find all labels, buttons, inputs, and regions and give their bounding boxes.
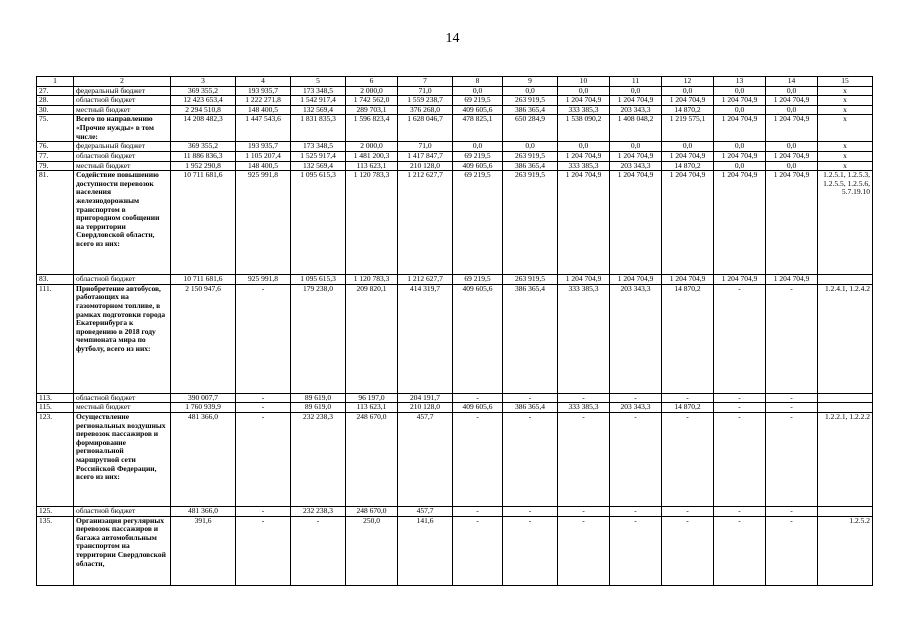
value-cell: 1 120 783,3	[346, 171, 398, 275]
table-row	[37, 506, 873, 516]
value-cell: 2 150 947,6	[171, 284, 236, 393]
target-codes-cell	[818, 403, 873, 413]
value-cell: 203 343,3	[610, 284, 662, 393]
header-cell-15: 15	[818, 77, 873, 87]
value-cell: -	[236, 516, 291, 585]
target-codes-cell	[818, 506, 873, 516]
value-cell: 132 569,4	[291, 105, 346, 115]
target-codes-cell	[818, 275, 873, 285]
value-cell: 14 870,2	[662, 284, 714, 393]
row-number-cell: 83.	[37, 275, 74, 285]
table-row	[37, 161, 873, 171]
value-cell: 1 831 835,3	[291, 115, 346, 142]
value-cell: 1 628 046,7	[398, 115, 453, 142]
value-cell: 203 343,3	[610, 105, 662, 115]
value-cell: 113 623,1	[346, 161, 398, 171]
value-cell: 925 991,8	[236, 171, 291, 275]
value-cell: 0,0	[662, 142, 714, 152]
value-cell: 89 619,0	[291, 403, 346, 413]
value-cell: -	[766, 284, 818, 393]
value-cell: -	[503, 516, 558, 585]
value-cell: 173 348,5	[291, 86, 346, 96]
header-cell-8: 8	[453, 77, 503, 87]
value-cell: 132 569,4	[291, 161, 346, 171]
value-cell: 263 919,5	[503, 96, 558, 106]
target-codes-cell: х	[818, 161, 873, 171]
value-cell: 0,0	[714, 161, 766, 171]
value-cell: -	[714, 506, 766, 516]
value-cell: -	[610, 506, 662, 516]
header-cell-10: 10	[558, 77, 610, 87]
value-cell: 0,0	[714, 142, 766, 152]
value-cell: 12 423 653,4	[171, 96, 236, 106]
value-cell: 263 919,5	[503, 171, 558, 275]
table-row	[37, 403, 873, 413]
value-cell: 1 559 238,7	[398, 96, 453, 106]
value-cell: 1 212 627,7	[398, 275, 453, 285]
value-cell: 333 385,3	[558, 403, 610, 413]
table-row	[37, 171, 873, 275]
value-cell: 0,0	[503, 142, 558, 152]
value-cell: 1 204 704,9	[558, 171, 610, 275]
value-cell: 14 208 482,3	[171, 115, 236, 142]
value-cell: 1 219 575,1	[662, 115, 714, 142]
table-row	[37, 412, 873, 506]
value-cell: 2 294 510,8	[171, 105, 236, 115]
target-codes-cell: х	[818, 105, 873, 115]
value-cell: -	[503, 412, 558, 506]
row-name-cell: местный бюджет	[74, 161, 171, 171]
row-number-cell: 75.	[37, 115, 74, 142]
header-cell-1: 1	[37, 77, 74, 87]
value-cell: -	[453, 393, 503, 403]
value-cell: 333 385,3	[558, 161, 610, 171]
row-name-cell: областной бюджет	[74, 151, 171, 161]
value-cell: 0,0	[610, 86, 662, 96]
header-cell-9: 9	[503, 77, 558, 87]
value-cell: 0,0	[558, 142, 610, 152]
value-cell: 1 204 704,9	[662, 96, 714, 106]
value-cell: -	[766, 506, 818, 516]
value-cell: 203 343,3	[610, 403, 662, 413]
value-cell: 1 538 090,2	[558, 115, 610, 142]
target-codes-cell: х	[818, 86, 873, 96]
value-cell: 204 191,7	[398, 393, 453, 403]
value-cell: 457,7	[398, 506, 453, 516]
value-cell: -	[662, 506, 714, 516]
value-cell: 69 219,5	[453, 96, 503, 106]
value-cell: 1 212 627,7	[398, 171, 453, 275]
value-cell: 386 365,4	[503, 105, 558, 115]
value-cell: 369 355,2	[171, 142, 236, 152]
value-cell: 1 542 917,4	[291, 96, 346, 106]
value-cell: -	[453, 412, 503, 506]
row-number-cell: 30.	[37, 105, 74, 115]
table-row	[37, 115, 873, 142]
value-cell: 96 197,0	[346, 393, 398, 403]
row-number-cell: 77.	[37, 151, 74, 161]
row-number-cell: 79.	[37, 161, 74, 171]
value-cell: 71,0	[398, 86, 453, 96]
table-row	[37, 284, 873, 393]
value-cell: 0,0	[453, 142, 503, 152]
value-cell: 0,0	[503, 86, 558, 96]
value-cell: -	[714, 516, 766, 585]
header-cell-11: 11	[610, 77, 662, 87]
target-codes-cell: 1.2.4.1, 1.2.4.2	[818, 284, 873, 393]
header-cell-12: 12	[662, 77, 714, 87]
value-cell: -	[503, 506, 558, 516]
value-cell: -	[714, 284, 766, 393]
value-cell: 1 596 823,4	[346, 115, 398, 142]
value-cell: 1 204 704,9	[662, 171, 714, 275]
value-cell: 203 343,3	[610, 161, 662, 171]
value-cell: 193 935,7	[236, 142, 291, 152]
value-cell: -	[453, 516, 503, 585]
value-cell: 263 919,5	[503, 275, 558, 285]
value-cell: 250,0	[346, 516, 398, 585]
value-cell: 1 481 200,3	[346, 151, 398, 161]
value-cell: -	[236, 393, 291, 403]
value-cell: 10 711 681,6	[171, 275, 236, 285]
row-number-cell: 125.	[37, 506, 74, 516]
value-cell: -	[610, 393, 662, 403]
value-cell: 141,6	[398, 516, 453, 585]
value-cell: -	[662, 412, 714, 506]
table-row	[37, 151, 873, 161]
value-cell: 333 385,3	[558, 105, 610, 115]
value-cell: -	[714, 393, 766, 403]
header-cell-4: 4	[236, 77, 291, 87]
value-cell: 1 204 704,9	[766, 151, 818, 161]
header-cell-3: 3	[171, 77, 236, 87]
value-cell: 193 935,7	[236, 86, 291, 96]
value-cell: 1 204 704,9	[714, 275, 766, 285]
value-cell: 263 919,5	[503, 151, 558, 161]
value-cell: 386 365,4	[503, 403, 558, 413]
row-name-cell: Осуществление региональных воздушных перевозок пассажиров и формирование региональной маршрутной сети Российской Федерации, всего из них:	[74, 412, 171, 506]
value-cell: 333 385,3	[558, 284, 610, 393]
value-cell: -	[610, 516, 662, 585]
value-cell: 1 105 207,4	[236, 151, 291, 161]
row-name-cell: областной бюджет	[74, 96, 171, 106]
value-cell: 1 204 704,9	[714, 171, 766, 275]
value-cell: 0,0	[610, 142, 662, 152]
value-cell: -	[714, 403, 766, 413]
value-cell: 248 670,0	[346, 412, 398, 506]
value-cell: 14 870,2	[662, 105, 714, 115]
value-cell: -	[662, 516, 714, 585]
value-cell: 289 703,1	[346, 105, 398, 115]
value-cell: 1 204 704,9	[610, 171, 662, 275]
row-number-cell: 135.	[37, 516, 74, 585]
header-cell-14: 14	[766, 77, 818, 87]
target-codes-cell: 1.2.2.1, 1.2.2.2	[818, 412, 873, 506]
value-cell: 14 870,2	[662, 161, 714, 171]
row-number-cell: 123.	[37, 412, 74, 506]
value-cell: 1 204 704,9	[662, 151, 714, 161]
value-cell: 0,0	[766, 105, 818, 115]
value-cell: 89 619,0	[291, 393, 346, 403]
value-cell: 173 348,5	[291, 142, 346, 152]
table-row	[37, 142, 873, 152]
value-cell: -	[662, 393, 714, 403]
value-cell: -	[503, 393, 558, 403]
table-row	[37, 516, 873, 585]
value-cell: 2 000,0	[346, 142, 398, 152]
value-cell: 1 204 704,9	[766, 96, 818, 106]
value-cell: 113 623,1	[346, 403, 398, 413]
value-cell: -	[453, 506, 503, 516]
value-cell: 1 204 704,9	[610, 275, 662, 285]
value-cell: -	[610, 412, 662, 506]
value-cell: 1 204 704,9	[714, 96, 766, 106]
header-cell-2: 2	[74, 77, 171, 87]
value-cell: 414 319,7	[398, 284, 453, 393]
table-row	[37, 86, 873, 96]
value-cell: 0,0	[714, 86, 766, 96]
value-cell: 210 128,0	[398, 403, 453, 413]
row-name-cell: областной бюджет	[74, 506, 171, 516]
value-cell: 391,6	[171, 516, 236, 585]
value-cell: 478 825,1	[453, 115, 503, 142]
value-cell: 1 952 290,8	[171, 161, 236, 171]
value-cell: 1 222 271,8	[236, 96, 291, 106]
row-name-cell: областной бюджет	[74, 275, 171, 285]
value-cell: 457,7	[398, 412, 453, 506]
value-cell: 1 204 704,9	[766, 115, 818, 142]
value-cell: 1 204 704,9	[610, 96, 662, 106]
value-cell: 386 365,4	[503, 161, 558, 171]
value-cell: 209 820,1	[346, 284, 398, 393]
row-name-cell: федеральный бюджет	[74, 142, 171, 152]
value-cell: 1 417 847,7	[398, 151, 453, 161]
row-number-cell: 27.	[37, 86, 74, 96]
value-cell: 2 000,0	[346, 86, 398, 96]
header-cell-13: 13	[714, 77, 766, 87]
value-cell: 409 605,6	[453, 403, 503, 413]
value-cell: 0,0	[558, 86, 610, 96]
target-codes-cell: х	[818, 151, 873, 161]
value-cell: 1 760 939,9	[171, 403, 236, 413]
value-cell: 0,0	[766, 142, 818, 152]
value-cell: 1 204 704,9	[714, 115, 766, 142]
target-codes-cell: 1.2.5.1, 1.2.5.3, 1.2.5.5, 1.2.5.6, 5.7.19.10	[818, 171, 873, 275]
value-cell: 1 408 048,2	[610, 115, 662, 142]
row-name-cell: местный бюджет	[74, 403, 171, 413]
page-number: 14	[445, 31, 460, 46]
value-cell: 409 605,6	[453, 161, 503, 171]
target-codes-cell: х	[818, 115, 873, 142]
row-name-cell: местный бюджет	[74, 105, 171, 115]
value-cell: 481 366,0	[171, 506, 236, 516]
target-codes-cell: х	[818, 96, 873, 106]
value-cell: 390 007,7	[171, 393, 236, 403]
value-cell: 376 268,0	[398, 105, 453, 115]
value-cell: 1 204 704,9	[610, 151, 662, 161]
row-number-cell: 76.	[37, 142, 74, 152]
value-cell: -	[714, 412, 766, 506]
value-cell: -	[766, 412, 818, 506]
row-name-cell: Содействие повышению доступности перевозок населения железнодорожным транспортом в пригородном сообщении на территории Свердловской области, всего из них:	[74, 171, 171, 275]
value-cell: 1 447 543,6	[236, 115, 291, 142]
value-cell: 0,0	[766, 161, 818, 171]
value-cell: 71,0	[398, 142, 453, 152]
value-cell: 1 525 917,4	[291, 151, 346, 161]
value-cell: 1 204 704,9	[558, 96, 610, 106]
value-cell: 232 238,3	[291, 506, 346, 516]
header-row	[37, 77, 873, 87]
value-cell: 69 219,5	[453, 275, 503, 285]
value-cell: 386 365,4	[503, 284, 558, 393]
target-codes-cell	[818, 393, 873, 403]
value-cell: 10 711 681,6	[171, 171, 236, 275]
table-row	[37, 96, 873, 106]
value-cell: 148 400,5	[236, 161, 291, 171]
value-cell: 0,0	[766, 86, 818, 96]
row-number-cell: 113.	[37, 393, 74, 403]
value-cell: 650 284,9	[503, 115, 558, 142]
table-row	[37, 105, 873, 115]
value-cell: 14 870,2	[662, 403, 714, 413]
value-cell: 232 238,3	[291, 412, 346, 506]
value-cell: -	[291, 516, 346, 585]
value-cell: -	[766, 393, 818, 403]
value-cell: -	[558, 516, 610, 585]
value-cell: 1 095 615,3	[291, 275, 346, 285]
value-cell: 1 204 704,9	[662, 275, 714, 285]
row-number-cell: 115.	[37, 403, 74, 413]
row-name-cell: Всего по направлению «Прочие нужды» в том числе:	[74, 115, 171, 142]
value-cell: -	[236, 403, 291, 413]
value-cell: -	[558, 506, 610, 516]
row-name-cell: Приобретение автобусов, работающих на газомоторном топливе, в рамках подготовки города Екатеринбурга к проведению в 2018 году чемпионата мира по футболу, всего из них:	[74, 284, 171, 393]
value-cell: 1 204 704,9	[558, 151, 610, 161]
value-cell: 925 991,8	[236, 275, 291, 285]
value-cell: 1 120 783,3	[346, 275, 398, 285]
value-cell: 1 204 704,9	[766, 171, 818, 275]
target-codes-cell: 1.2.5.2	[818, 516, 873, 585]
value-cell: 0,0	[453, 86, 503, 96]
value-cell: 481 366,0	[171, 412, 236, 506]
row-number-cell: 81.	[37, 171, 74, 275]
value-cell: 210 128,0	[398, 161, 453, 171]
value-cell: 248 670,0	[346, 506, 398, 516]
header-cell-7: 7	[398, 77, 453, 87]
value-cell: 179 238,0	[291, 284, 346, 393]
value-cell: -	[236, 412, 291, 506]
table-row	[37, 393, 873, 403]
row-number-cell: 28.	[37, 96, 74, 106]
value-cell: 409 605,6	[453, 105, 503, 115]
value-cell: -	[558, 412, 610, 506]
value-cell: 409 605,6	[453, 284, 503, 393]
value-cell: 69 219,5	[453, 171, 503, 275]
value-cell: -	[766, 403, 818, 413]
value-cell: 0,0	[714, 105, 766, 115]
value-cell: 1 204 704,9	[558, 275, 610, 285]
value-cell: -	[236, 506, 291, 516]
table-body	[37, 77, 873, 586]
row-name-cell: областной бюджет	[74, 393, 171, 403]
value-cell: 369 355,2	[171, 86, 236, 96]
value-cell: -	[236, 284, 291, 393]
value-cell: 69 219,5	[453, 151, 503, 161]
value-cell: -	[766, 516, 818, 585]
value-cell: -	[558, 393, 610, 403]
header-cell-5: 5	[291, 77, 346, 87]
budget-table	[36, 76, 873, 586]
value-cell: 1 204 704,9	[714, 151, 766, 161]
header-cell-6: 6	[346, 77, 398, 87]
value-cell: 1 095 615,3	[291, 171, 346, 275]
value-cell: 1 204 704,9	[766, 275, 818, 285]
row-name-cell: федеральный бюджет	[74, 86, 171, 96]
target-codes-cell: х	[818, 142, 873, 152]
table-row	[37, 275, 873, 285]
value-cell: 148 400,5	[236, 105, 291, 115]
value-cell: 1 742 562,0	[346, 96, 398, 106]
value-cell: 11 886 836,3	[171, 151, 236, 161]
value-cell: 0,0	[662, 86, 714, 96]
row-number-cell: 111.	[37, 284, 74, 393]
row-name-cell: Организация регулярных перевозок пассажиров и багажа автомобильным транспортом на территории Свердловской области,	[74, 516, 171, 585]
